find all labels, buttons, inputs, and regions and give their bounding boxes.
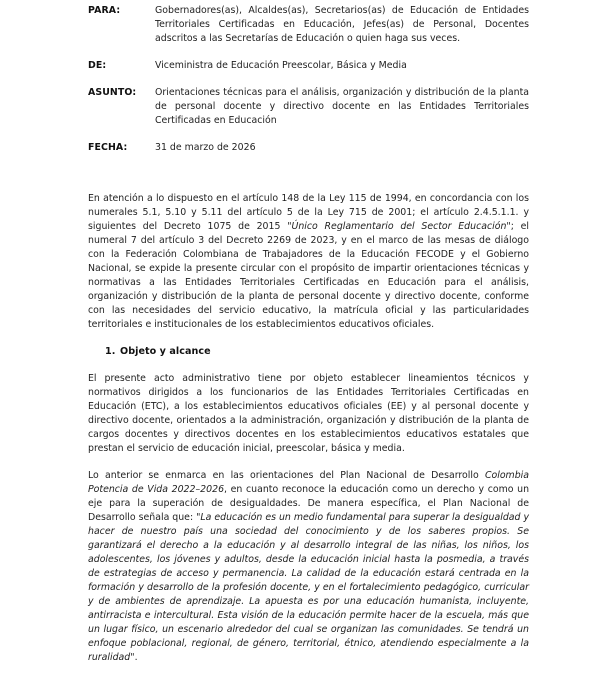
pnd-text-part3: . (134, 652, 138, 663)
memo-value-de: Viceministra de Educación Preescolar, Básica y Media (155, 60, 407, 71)
memo-header (88, 4, 529, 155)
preamble-decree-title: "Único Reglamentario del Sector Educación" (287, 221, 511, 232)
pnd-plan-title: Colombia Potencia de Vida 2022–2026 (88, 470, 529, 495)
preamble-paragraph (88, 192, 529, 332)
memo-row-para (88, 4, 529, 46)
memo-label-para: PARA: (88, 5, 121, 16)
preamble-text-part1: En atención a lo dispuesto en el artículo 148 de la Ley 115 de 1994, en concordancia con los numerales 5.1, 5.10 y 5.11 del artículo 5 de la Ley 715 de 2001; el artículo 2.4.5.1.1. y siguientes del Decreto 1075 de 2015 (88, 193, 529, 232)
pnd-text-part1: Lo anterior se enmarca en las orientaciones del Plan Nacional de Desarrollo (88, 470, 485, 481)
memo-value-asunto: Orientaciones técnicas para el análisis, organización y distribución de la planta de personal docente y directivo docente en las Entidades Territoriales Certificadas en Educación (155, 87, 529, 126)
memo-label-de: DE: (88, 60, 107, 71)
header-body-separator (88, 168, 529, 192)
section-1-number: 1. (105, 346, 116, 357)
memo-value-fecha: 31 de marzo de 2026 (155, 142, 256, 153)
section-1-title: Objeto y alcance (120, 346, 211, 357)
pnd-text-part2: , en cuanto reconoce la educación como un derecho y como un eje para la superación de desigualdades. De manera específica, el Plan Nacional de Desarrollo señala que: (88, 484, 530, 523)
section-1-heading (88, 345, 529, 359)
memo-row-asunto (88, 86, 529, 128)
memo-row-de (88, 59, 529, 73)
section-1-paragraph-1: El presente acto administrativo tiene por objeto establecer lineamientos técnicos y normativos dirigidos a los funcionarios de las Entidades Territoriales Certificadas en Educación (ETC), a los establecimientos educativos oficiales (EE) y al personal docente y directivo docente, orientados a la administración, organización y distribución de la planta de cargos docentes y directivos docentes en los establecimientos educativos estatales que prestan el servicio de educación inicial, preescolar, básica y media. (88, 373, 529, 454)
memo-label-asunto: ASUNTO: (88, 87, 137, 98)
preamble-text-part2: ; el numeral 7 del artículo 3 del Decreto 2269 de 2023, y en el marco de las mesas de diálogo con la Federación Colombiana de Trabajadores de la Educación FECODE y el Gobierno Nacional, se expide la presente circular con el propósito de impartir orientaciones técnicas y normativas a las Entidades Territoriales Certificadas en Educación para el análisis, organización y distribución de la planta de personal docente y directivo docente, conforme con las necesidades del servicio educativo, la matrícula oficial y las particularidades territoriales e institucionales de los establecimientos educativos oficiales. (88, 221, 530, 330)
section-1-paragraph-2 (88, 469, 529, 665)
pnd-quotation: "La educación es un medio fundamental para superar la desigualdad y hacer de nuestro país una sociedad del conocimiento y de los saberes propios. Se garantizará el derecho a la educación y al desarrollo integral de las niñas, los niños, los adolescentes, los jóvenes y adultos, desde la educación inicial hasta la posmedia, a través de estrategias de acceso y permanencia. La calidad de la educación estará centrada en la formación y desarrollo de la profesión docente, y en el fortalecimiento pedagógico, curricular y de ambientes de aprendizaje. La apuesta es por una educación humanista, incluyente, antirracista e intercultural. Esta visión de la educación permite hacer de la escuela, más que un lugar físico, un escenario alrededor del cual se organizan las comunidades. Se tendrá un enfoque poblacional, regional, de género, territorial, étnico, atendiendo especialmente a la ruralidad" (88, 512, 529, 663)
memo-label-fecha: FECHA: (88, 142, 128, 153)
memo-row-fecha (88, 141, 529, 155)
memo-value-para: Gobernadores(as), Alcaldes(as), Secretarios(as) de Educación de Entidades Territoriales Certificadas en Educación, Jefes(as) de Personal, Docentes adscritos a las Secretarías de Educación o quien haga sus veces. (155, 5, 529, 44)
document-content (88, 4, 529, 665)
